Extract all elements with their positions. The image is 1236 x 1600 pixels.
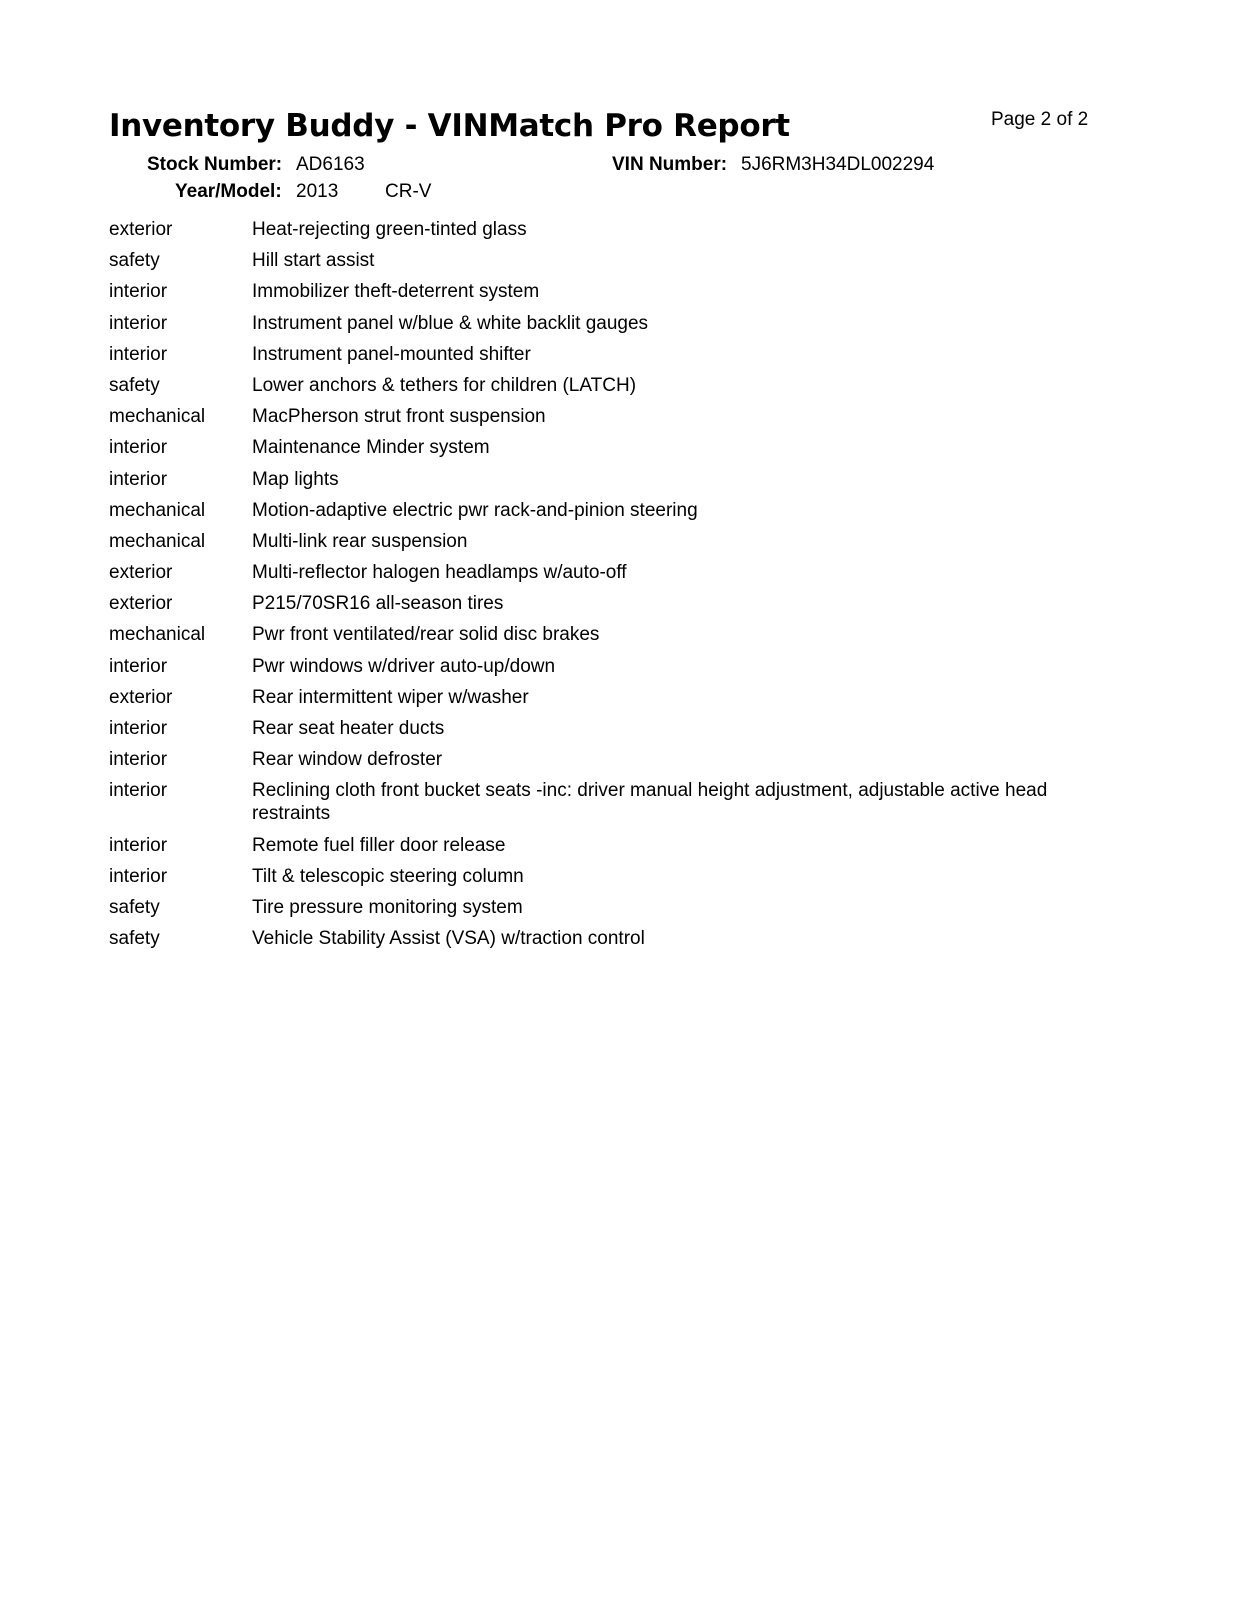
- feature-row: [109, 405, 1099, 428]
- model-value: CR-V: [385, 181, 432, 202]
- feature-row: [109, 834, 1099, 857]
- feature-category: interior: [109, 655, 168, 677]
- feature-category: interior: [109, 834, 168, 856]
- feature-row: [109, 623, 1099, 646]
- feature-row: [109, 748, 1099, 771]
- feature-category: exterior: [109, 686, 173, 708]
- feature-row: [109, 655, 1099, 678]
- feature-description: Hill start assist: [252, 250, 375, 272]
- feature-description: Map lights: [252, 468, 339, 490]
- feature-row: [109, 779, 1099, 825]
- feature-description: Instrument panel w/blue & white backlit gauges: [252, 312, 649, 334]
- feature-category: mechanical: [109, 624, 206, 646]
- feature-category: exterior: [109, 562, 173, 584]
- feature-description: Multi-link rear suspension: [252, 530, 468, 552]
- feature-category: safety: [109, 928, 160, 950]
- feature-description: Rear seat heater ducts: [252, 718, 445, 739]
- feature-row: [109, 312, 1099, 335]
- feature-description: MacPherson strut front suspension: [252, 406, 546, 428]
- feature-category: interior: [109, 343, 168, 365]
- year-model-label: Year/Model:: [175, 181, 282, 202]
- feature-category: interior: [109, 312, 168, 334]
- feature-description: Pwr windows w/driver auto-up/down: [252, 655, 556, 677]
- feature-description: Reclining cloth front bucket seats -inc: driver manual height adjustment, adjustable active head restraints: [252, 780, 1048, 825]
- feature-description: Remote fuel filler door release: [252, 834, 506, 856]
- feature-category: safety: [109, 896, 160, 918]
- feature-description: Rear window defroster: [252, 749, 443, 771]
- stock-number-label: Stock Number:: [147, 154, 283, 175]
- report-title: Inventory Buddy - VINMatch Pro Report: [109, 108, 790, 144]
- feature-category: interior: [109, 468, 168, 490]
- feature-description: Pwr front ventilated/rear solid disc brakes: [252, 624, 600, 646]
- feature-row: [109, 530, 1099, 553]
- year-value: 2013: [296, 181, 339, 202]
- stock-number-value: AD6163: [296, 154, 365, 175]
- feature-category: interior: [109, 865, 168, 887]
- feature-list: [109, 218, 1099, 958]
- feature-category: mechanical: [109, 530, 206, 552]
- feature-category: mechanical: [109, 499, 206, 521]
- feature-description: Instrument panel-mounted shifter: [252, 343, 531, 365]
- feature-category: interior: [109, 437, 168, 459]
- feature-row: [109, 865, 1099, 888]
- feature-category: interior: [109, 749, 168, 771]
- feature-row: [109, 561, 1099, 584]
- feature-description: Multi-reflector halogen headlamps w/auto-off: [252, 562, 627, 584]
- feature-description: Heat-rejecting green-tinted glass: [252, 219, 527, 240]
- feature-row: [109, 436, 1099, 459]
- feature-description: Immobilizer theft-deterrent system: [252, 281, 540, 303]
- feature-description: Vehicle Stability Assist (VSA) w/traction control: [252, 928, 645, 950]
- feature-row: [109, 343, 1099, 366]
- feature-row: [109, 717, 1099, 740]
- feature-description: Tire pressure monitoring system: [252, 896, 523, 918]
- feature-row: [109, 499, 1099, 522]
- feature-description: Motion-adaptive electric pwr rack-and-pinion steering: [252, 499, 698, 521]
- feature-description: Lower anchors & tethers for children (LATCH): [252, 374, 637, 396]
- feature-description: Rear intermittent wiper w/washer: [252, 686, 529, 708]
- feature-row: [109, 896, 1099, 919]
- page-number: Page 2 of 2: [991, 109, 1089, 130]
- feature-description: Tilt & telescopic steering column: [252, 865, 524, 887]
- feature-category: mechanical: [109, 406, 206, 428]
- feature-row: [109, 218, 1099, 241]
- vin-number-label: VIN Number:: [612, 154, 728, 175]
- feature-description: P215/70SR16 all-season tires: [252, 593, 504, 615]
- feature-category: exterior: [109, 219, 173, 240]
- feature-category: interior: [109, 718, 168, 739]
- feature-row: [109, 249, 1099, 272]
- feature-category: exterior: [109, 593, 173, 615]
- feature-row: [109, 468, 1099, 491]
- feature-row: [109, 592, 1099, 615]
- feature-category: interior: [109, 780, 168, 802]
- feature-row: [109, 686, 1099, 709]
- feature-row: [109, 927, 1099, 950]
- feature-row: [109, 280, 1099, 303]
- feature-description: Maintenance Minder system: [252, 437, 490, 459]
- feature-category: interior: [109, 281, 168, 303]
- feature-row: [109, 374, 1099, 397]
- vin-number-value: 5J6RM3H34DL002294: [741, 154, 935, 175]
- feature-category: safety: [109, 374, 160, 396]
- feature-category: safety: [109, 250, 160, 272]
